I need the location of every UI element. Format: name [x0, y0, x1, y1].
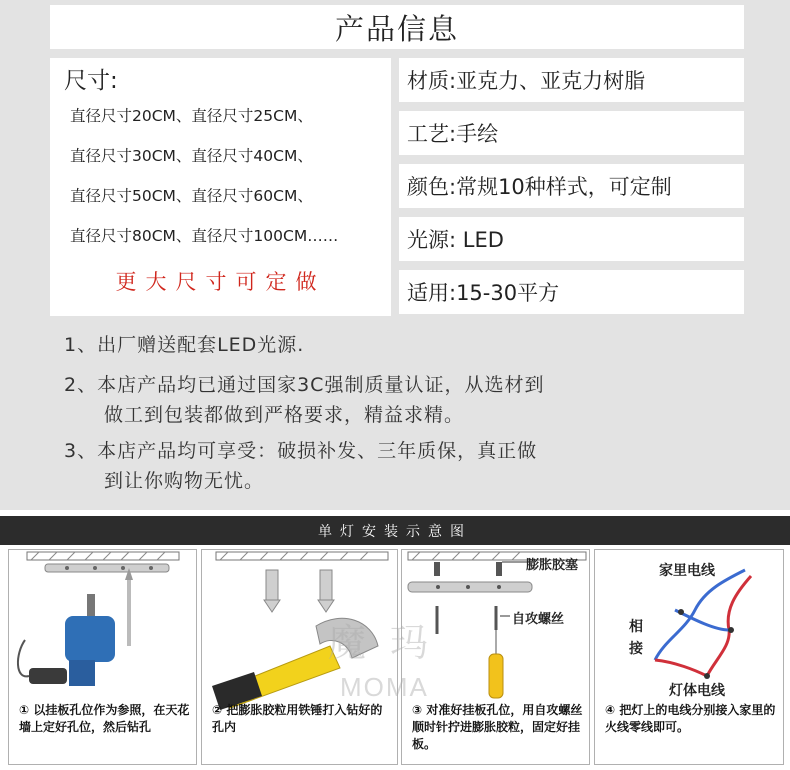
label-screw: 自攻螺丝: [512, 612, 565, 627]
watermark-cn: 魔玛: [328, 621, 453, 665]
install-step-1: [8, 549, 197, 765]
step-2-caption: ② 把膨胀胶粒用铁锤打入钻好的孔内: [212, 703, 383, 734]
label-home-wire: 家里电线: [659, 563, 715, 579]
size-line-4: 直径尺寸80CM、直径尺寸100CM……: [70, 227, 339, 245]
label-connect-1: 相: [629, 619, 643, 635]
install-title-band: 单灯安装示意图: [0, 516, 790, 545]
spec-material: 材质:亚克力、亚克力树脂: [399, 58, 744, 102]
custom-size-note: 更大尺寸可定做: [115, 270, 326, 294]
label-connect-2: 接: [629, 641, 643, 657]
spec-color: 颜色:常规10种样式，可定制: [399, 164, 744, 208]
spec-area: 适用:15-30平方: [399, 270, 744, 314]
spec-craft: 工艺:手绘: [399, 111, 744, 155]
note-2: 2、本店产品均已通过国家3C强制质量认证，从选材到: [64, 374, 545, 396]
step-3-caption: ③ 对准好挂板孔位，用自攻螺丝顺时针拧进膨胀胶粒，固定好挂板。: [412, 703, 583, 751]
size-label: 尺寸:: [64, 68, 118, 94]
label-lamp-wire: 灯体电线: [669, 683, 725, 699]
size-panel: [50, 58, 391, 316]
size-line-1: 直径尺寸20CM、直径尺寸25CM、: [70, 107, 313, 125]
spec-light-source: 光源: LED: [399, 217, 744, 261]
step-4-caption: ④ 把灯上的电线分别接入家里的火线零线即可。: [605, 703, 776, 734]
watermark-en: MOMA: [340, 672, 429, 702]
label-anchor: 膨胀胶塞: [526, 558, 579, 573]
install-step-4: [594, 549, 784, 765]
note-3-cont: 到让你购物无忧。: [104, 470, 265, 492]
note-1: 1、出厂赠送配套LED光源.: [64, 334, 305, 356]
size-line-2: 直径尺寸30CM、直径尺寸40CM、: [70, 147, 313, 165]
size-line-3: 直径尺寸50CM、直径尺寸60CM、: [70, 187, 313, 205]
note-2-cont: 做工到包装都做到严格要求，精益求精。: [104, 404, 465, 426]
step-1-caption: ① 以挂板孔位作为参照，在天花墙上定好孔位，然后钻孔: [19, 703, 190, 734]
note-3: 3、本店产品均可享受：破损补发、三年质保，真正做: [64, 440, 538, 462]
page-title: 产品信息: [50, 5, 744, 49]
